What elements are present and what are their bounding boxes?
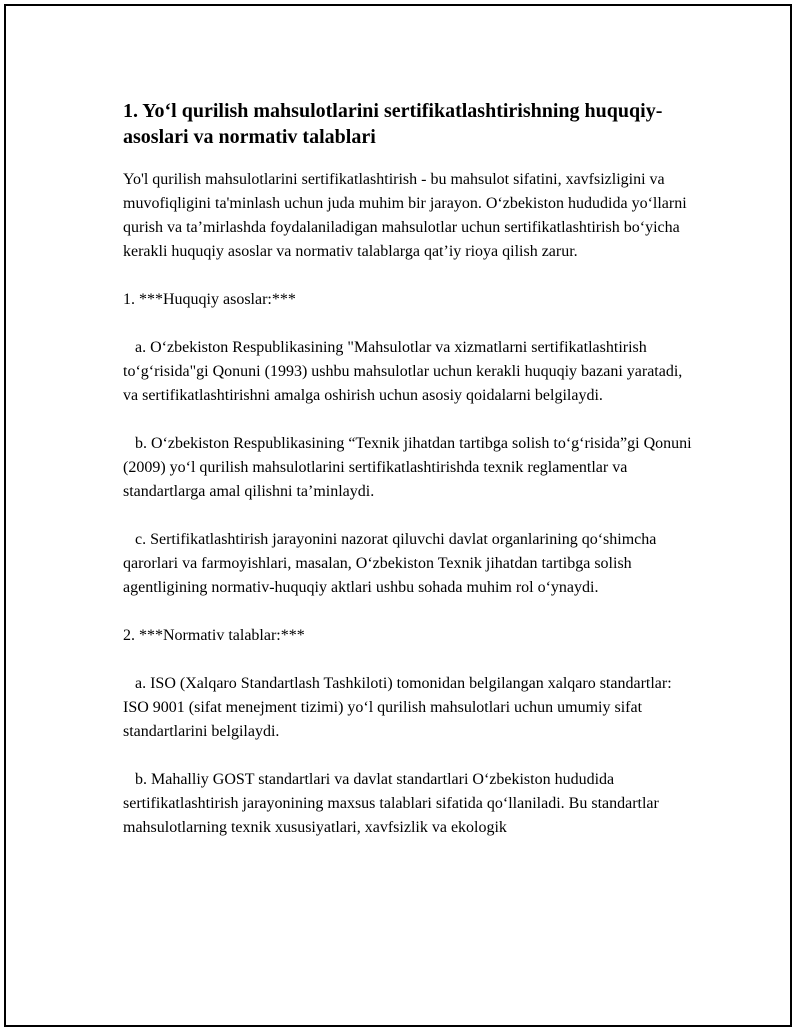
- paragraph-spacer: [123, 504, 698, 528]
- paragraph-spacer: [123, 408, 698, 432]
- legal-basis-item-c: c. Sertifikatlashtirish jarayonini nazorat qiluvchi davlat organlarining qo‘shimcha qarorlari va farmoyishlari, masalan, O‘zbekiston Texnik jihatdan tartibga solish agentligining normativ-huquqiy aktlari ushbu sohada muhim rol o‘ynaydi.: [123, 531, 661, 596]
- document-content: [123, 98, 698, 840]
- paragraph-spacer: [123, 744, 698, 768]
- paragraph-spacer: [123, 600, 698, 624]
- normative-item-b: b. Mahalliy GOST standartlari va davlat standartlari O‘zbekiston hududida sertifikatlashtirish jarayonining maxsus talablari sifatida qo‘llaniladi. Bu standartlar mahsulotlarning texnik xususiyatlari, xavfsizlik va ekologik: [123, 771, 663, 836]
- section-heading-legal-basis: 1. ***Huquqiy asoslar:***: [123, 291, 296, 308]
- paragraph-spacer: [123, 648, 698, 672]
- paragraph-spacer: [123, 312, 698, 336]
- paragraph-spacer: [123, 264, 698, 288]
- document-page: [4, 4, 792, 1027]
- intro-paragraph: Yo'l qurilish mahsulotlarini sertifikatlashtirish - bu mahsulot sifatini, xavfsizligini va muvofiqligini ta'minlash uchun juda muhim bir jarayon. O‘zbekiston hududida yo‘llarni qurish va ta’mirlashda foydalaniladigan mahsulotlar uchun sertifikatlashtirish bo‘yicha kerakli huquqiy asoslar va normativ talablarga qat’iy rioya qilish zarur.: [123, 171, 691, 260]
- normative-item-a: a. ISO (Xalqaro Standartlash Tashkiloti) tomonidan belgilangan xalqaro standartlar: ISO 9001 (sifat menejment tizimi) yo‘l qurilish mahsulotlari uchun umumiy sifat standartlarini belgilaydi.: [123, 675, 676, 740]
- legal-basis-item-b: b. O‘zbekiston Respublikasining “Texnik jihatdan tartibga solish to‘g‘risida”gi Qonuni (2009) yo‘l qurilish mahsulotlarini sertifikatlashtirishda texnik reglamentlar va standartlarga amal qilishni ta’minlaydi.: [123, 435, 696, 500]
- section-heading-normative-requirements: 2. ***Normativ talablar:***: [123, 627, 305, 644]
- legal-basis-item-a: a. O‘zbekiston Respublikasining "Mahsulotlar va xizmatlarni sertifikatlashtirish to‘g‘risida"gi Qonuni (1993) ushbu mahsulotlar uchun kerakli huquqiy bazani yaratadi, va sertifikatlashtirishni amalga oshirish uchun asosiy qoidalarni belgilaydi.: [123, 339, 687, 404]
- document-title: 1. Yo‘l qurilish mahsulotlarini sertifikatlashtirishning huquqiy-asoslari va normativ talablari: [123, 100, 663, 148]
